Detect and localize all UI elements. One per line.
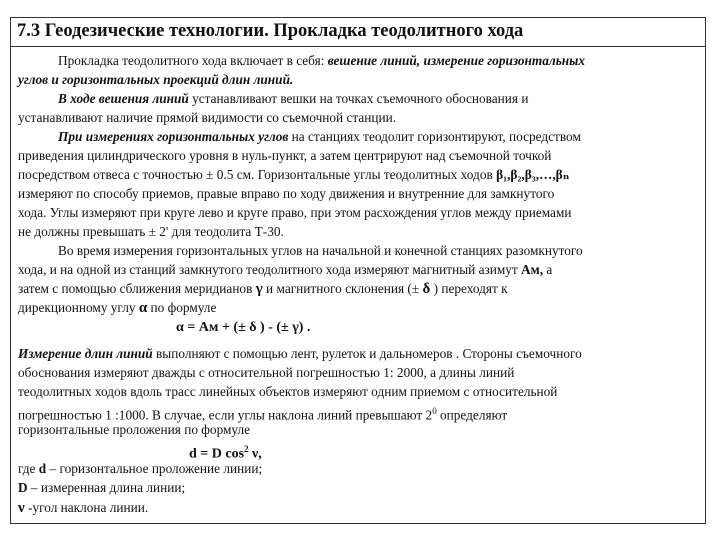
p5-text-4b: определяют	[436, 407, 508, 423]
def2-text: – измеренная длина линии;	[27, 480, 186, 495]
content-box	[10, 46, 706, 524]
p3-emphasis: При измерениях горизонтальных углов	[58, 129, 289, 144]
alpha-symbol: α	[138, 300, 148, 316]
p3-line-2: приведения цилиндрического уровня в нуль-пункт, а затем центрируют над съемочной точкой	[18, 148, 552, 163]
alpha-formula: α = Ам + (± δ ) - (± γ) .	[176, 320, 311, 335]
p2-line-1	[58, 90, 528, 108]
def1-prefix: где	[18, 461, 39, 476]
magnetic-azimuth: Ам,	[521, 262, 544, 277]
def-line-2	[18, 479, 185, 497]
delta-symbol: δ	[422, 281, 431, 297]
p5-text-4: погрешностью 1 :1000. В случае, если углы наклона линий превышают 2	[18, 407, 433, 423]
p2-text: устанавливают вешки на точках съемочного обоснования и	[188, 91, 529, 106]
p4-line-1: Во время измерения горизонтальных углов на начальной и конечной станциях разомкнутого	[58, 243, 583, 258]
p5-text: выполняют с помощью лент, рулеток и дальномеров . Стороны съемочного	[152, 346, 582, 361]
p4-line-4	[18, 299, 216, 317]
formula-tail: ν,	[248, 446, 262, 462]
p3-line-1	[58, 128, 581, 146]
page-title: 7.3 Геодезические технологии. Прокладка теодолитного хода	[17, 21, 524, 41]
p5-line-3: теодолитных ходов вдоль трасс линейных объектов измеряют одним приемом с относительной	[18, 384, 558, 399]
p4-text-3e: ) переходят к	[430, 281, 508, 296]
p5-line-5: горизонтальные проложения по формуле	[18, 422, 251, 437]
p4-text-3: затем с помощью сближения меридианов	[18, 281, 256, 296]
p1-text: Прокладка теодолитного хода включает в себя:	[58, 53, 328, 68]
p4-text-3c: и магнитного склонения (±	[262, 281, 423, 296]
p4-line-3	[18, 280, 508, 298]
degree-sup: 0	[432, 406, 437, 416]
p4-text-2c: а	[543, 262, 553, 277]
p4-text-4c: по формуле	[147, 300, 217, 315]
def1-text: – горизонтальное проложение линии;	[46, 461, 263, 476]
def-line-1	[18, 460, 262, 478]
def2-symbol: D	[18, 480, 28, 495]
p2-emphasis: В ходе вешения линий	[58, 91, 189, 106]
def3-symbol: ν	[18, 500, 25, 516]
p4-text-2: хода, и на одной из станций замкнутого теодолитного хода измеряют магнитный азимут	[18, 262, 522, 277]
p4-text-4: дирекционному углу	[18, 300, 139, 315]
p1-line-2: углов и горизонтальных проекций длин линий.	[18, 72, 294, 87]
p2-line-2: устанавливают наличие прямой видимости со съемочной станции.	[18, 110, 397, 125]
formula-main: d = D cos	[189, 446, 245, 462]
title-box	[10, 17, 706, 47]
def-line-3	[18, 499, 148, 517]
beta-angles: β₁,β₂,β₃,…,βₙ	[496, 167, 570, 182]
p1-line-1	[58, 52, 585, 70]
def3-text: -угол наклона линии.	[24, 500, 149, 515]
p3-line-3	[18, 166, 570, 184]
p3-text: на станциях теодолит горизонтируют, посредством	[288, 129, 581, 144]
p3-line-4: измеряют по способу приемов, правые вправо по ходу движения и внутренние для замкнутого	[18, 186, 555, 201]
p3-text-3: посредством отвеса с точностью ± 0.5 см. Горизонтальные углы теодолитных ходов	[18, 167, 497, 182]
formula-sup: 2	[244, 444, 249, 454]
p5-line-1	[18, 345, 582, 363]
p1-emphasis: вешение линий, измерение горизонтальных	[327, 53, 586, 68]
p3-line-6: не должны превышать ± 2' для теодолита Т-30.	[18, 224, 284, 239]
p4-line-2	[18, 261, 552, 279]
p5-emphasis: Измерение длин линий	[18, 346, 153, 361]
p3-line-5: хода. Углы измеряют при круге лево и круге право, при этом расхождения углов между приемами	[18, 205, 572, 220]
def1-symbol: d	[38, 461, 47, 476]
p5-line-2: обоснования измеряют дважды с относительной погрешностью 1: 2000, а длины линий	[18, 365, 515, 380]
gamma-symbol: γ	[255, 281, 263, 297]
